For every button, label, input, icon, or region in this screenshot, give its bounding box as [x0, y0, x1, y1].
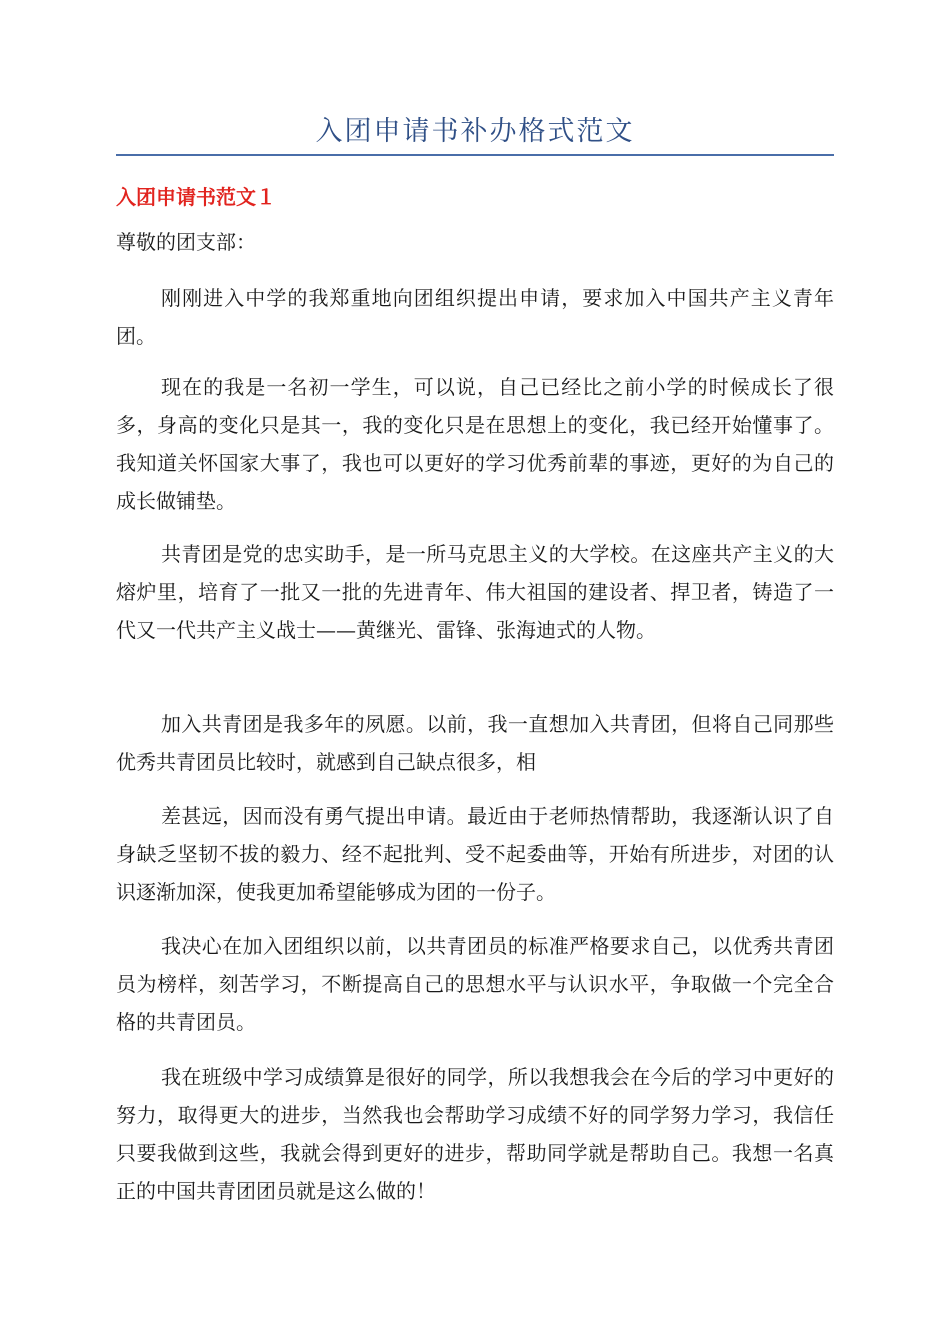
title-divider	[116, 154, 834, 156]
section-heading: 入团申请书范文１	[116, 185, 276, 209]
paragraph-5: 差甚远，因而没有勇气提出申请。最近由于老师热情帮助，我逐渐认识了自身缺乏坚韧不拔的毅力、经不起批判、受不起委曲等，开始有所进步，对团的认识逐渐加深，使我更加希望能够成为团的一份子。	[116, 804, 834, 904]
paragraph-3: 共青团是党的忠实助手，是一所马克思主义的大学校。在这座共产主义的大熔炉里，培育了一批又一批的先进青年、伟大祖国的建设者、捍卫者，铸造了一代又一代共产主义战士——黄继光、雷锋、张海迪式的人物。	[116, 542, 834, 642]
paragraph-1: 刚刚进入中学的我郑重地向团组织提出申请，要求加入中国共产主义青年团。	[116, 286, 834, 348]
paragraph-2: 现在的我是一名初一学生，可以说，自己已经比之前小学的时候成长了很多，身高的变化只是其一，我的变化只是在思想上的变化，我已经开始懂事了。我知道关怀国家大事了，我也可以更好的学习优秀前辈的事迹，更好的为自己的成长做铺垫。	[116, 375, 834, 513]
page-title: 入团申请书补办格式范文	[315, 116, 635, 147]
paragraph-6: 我决心在加入团组织以前，以共青团员的标准严格要求自己，以优秀共青团员为榜样，刻苦学习，不断提高自己的思想水平与认识水平，争取做一个完全合格的共青团员。	[116, 934, 834, 1034]
paragraph-7: 我在班级中学习成绩算是很好的同学，所以我想我会在今后的学习中更好的努力，取得更大的进步，当然我也会帮助学习成绩不好的同学努力学习，我信任只要我做到这些，我就会得到更好的进步，帮助同学就是帮助自己。我想一名真正的中国共青团团员就是这么做的！	[116, 1065, 834, 1203]
paragraph-4: 加入共青团是我多年的夙愿。以前，我一直想加入共青团，但将自己同那些优秀共青团员比较时，就感到自己缺点很多，相	[116, 712, 834, 774]
salutation: 尊敬的团支部：	[116, 230, 256, 254]
